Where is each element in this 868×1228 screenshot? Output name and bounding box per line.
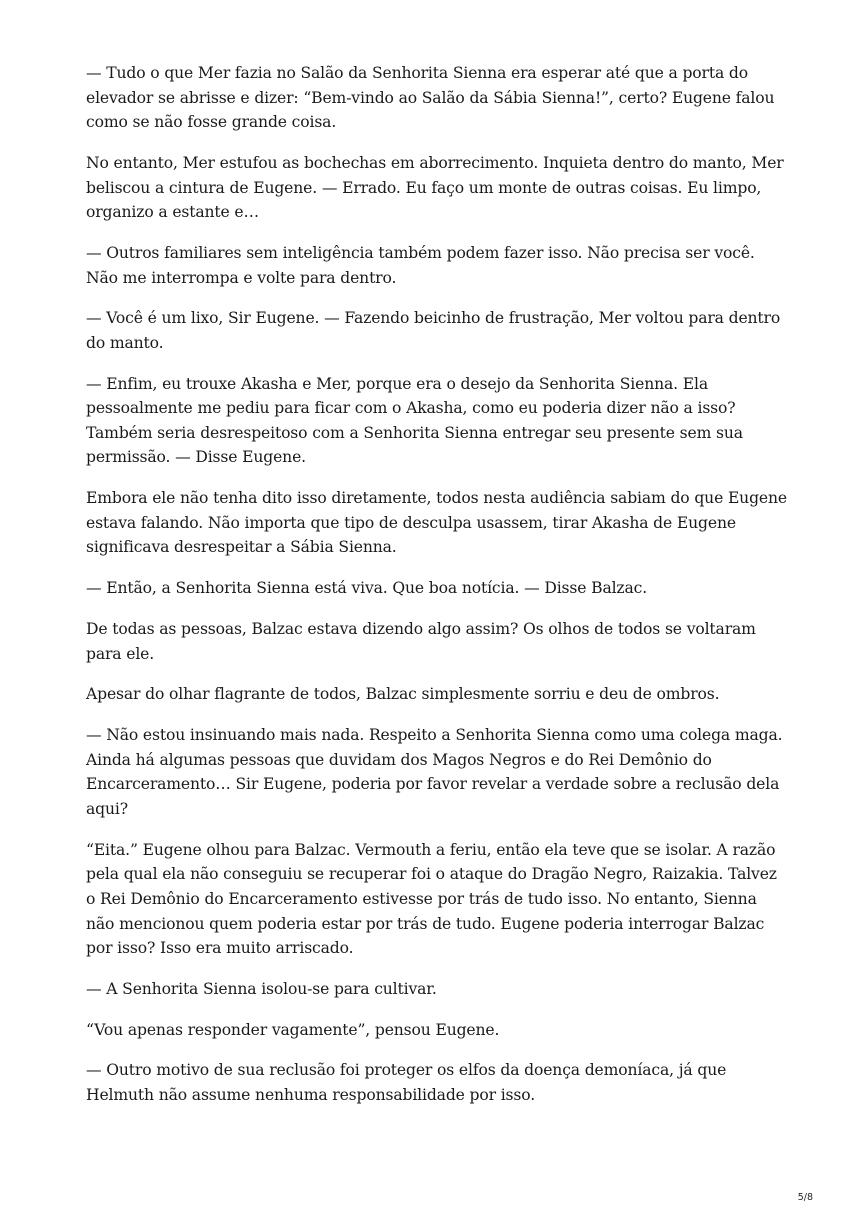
paragraph: No entanto, Mer estufou as bochechas em aborrecimento. Inquieta dentro do manto, Mer beliscou a cintura de Eugene. — Errado. Eu faço um monte de outras coisas. Eu limpo, organizo a estante e… xyxy=(86,153,784,222)
paragraph: Embora ele não tenha dito isso diretamente, todos nesta audiência sabiam do que Eugene estava falando. Não importa que tipo de desculpa usassem, tirar Akasha de Eugene significava desrespeitar a Sábia Sienna. xyxy=(86,489,787,557)
paragraph: “Vou apenas responder vagamente”, pensou Eugene. xyxy=(86,1020,500,1039)
document-body xyxy=(86,61,788,1124)
paragraph: Apesar do olhar flagrante de todos, Balzac simplesmente sorriu e deu de ombros. xyxy=(86,685,720,704)
paragraph: — Então, a Senhorita Sienna está viva. Que boa notícia. — Disse Balzac. xyxy=(86,579,648,598)
paragraph: “Eita.” Eugene olhou para Balzac. Vermouth a feriu, então ela teve que se isolar. A razão pela qual ela não conseguiu se recuperar foi o ataque do Dragão Negro, Raizakia. Talvez o Rei Demônio do Encarceramento estivesse por trás de tudo isso. No entanto, Sienna não mencionou quem poderia estar por trás de tudo. Eugene poderia interrogar Balzac por isso? Isso era muito arriscado. xyxy=(86,840,777,958)
paragraph: — Não estou insinuando mais nada. Respeito a Senhorita Sienna como uma colega maga. Ainda há algumas pessoas que duvidam dos Magos Negros e do Rei Demônio do Encarceramento… Sir Eugene, poderia por favor revelar a verdade sobre a reclusão dela aqui? xyxy=(86,726,783,818)
paragraph: — Outro motivo de sua reclusão foi proteger os elfos da doença demoníaca, já que Helmuth não assume nenhuma responsabilidade por isso. xyxy=(86,1061,727,1105)
paragraph: — Você é um lixo, Sir Eugene. — Fazendo beicinho de frustração, Mer voltou para dentro do manto. xyxy=(86,309,781,352)
paragraph: — Enfim, eu trouxe Akasha e Mer, porque era o desejo da Senhorita Sienna. Ela pessoalmente me pediu para ficar com o Akasha, como eu poderia dizer não a isso? Também seria desrespeitoso com a Senhorita Sienna entregar seu presente sem sua permissão. — Disse Eugene. xyxy=(86,374,743,467)
paragraph: De todas as pessoas, Balzac estava dizendo algo assim? Os olhos de todos se voltaram para ele. xyxy=(86,620,756,663)
page-number: 5/8 xyxy=(797,1192,813,1203)
paragraph: — Tudo o que Mer fazia no Salão da Senhorita Sienna era esperar até que a porta do elevador se abrisse e dizer: “Bem-vindo ao Salão da Sábia Sienna!”, certo? Eugene falou como se não fosse grande coisa. xyxy=(86,64,775,132)
paragraph: — Outros familiares sem inteligência também podem fazer isso. Não precisa ser você. Não me interrompa e volte para dentro. xyxy=(86,243,755,287)
paragraph: — A Senhorita Sienna isolou-se para cultivar. xyxy=(86,979,437,998)
